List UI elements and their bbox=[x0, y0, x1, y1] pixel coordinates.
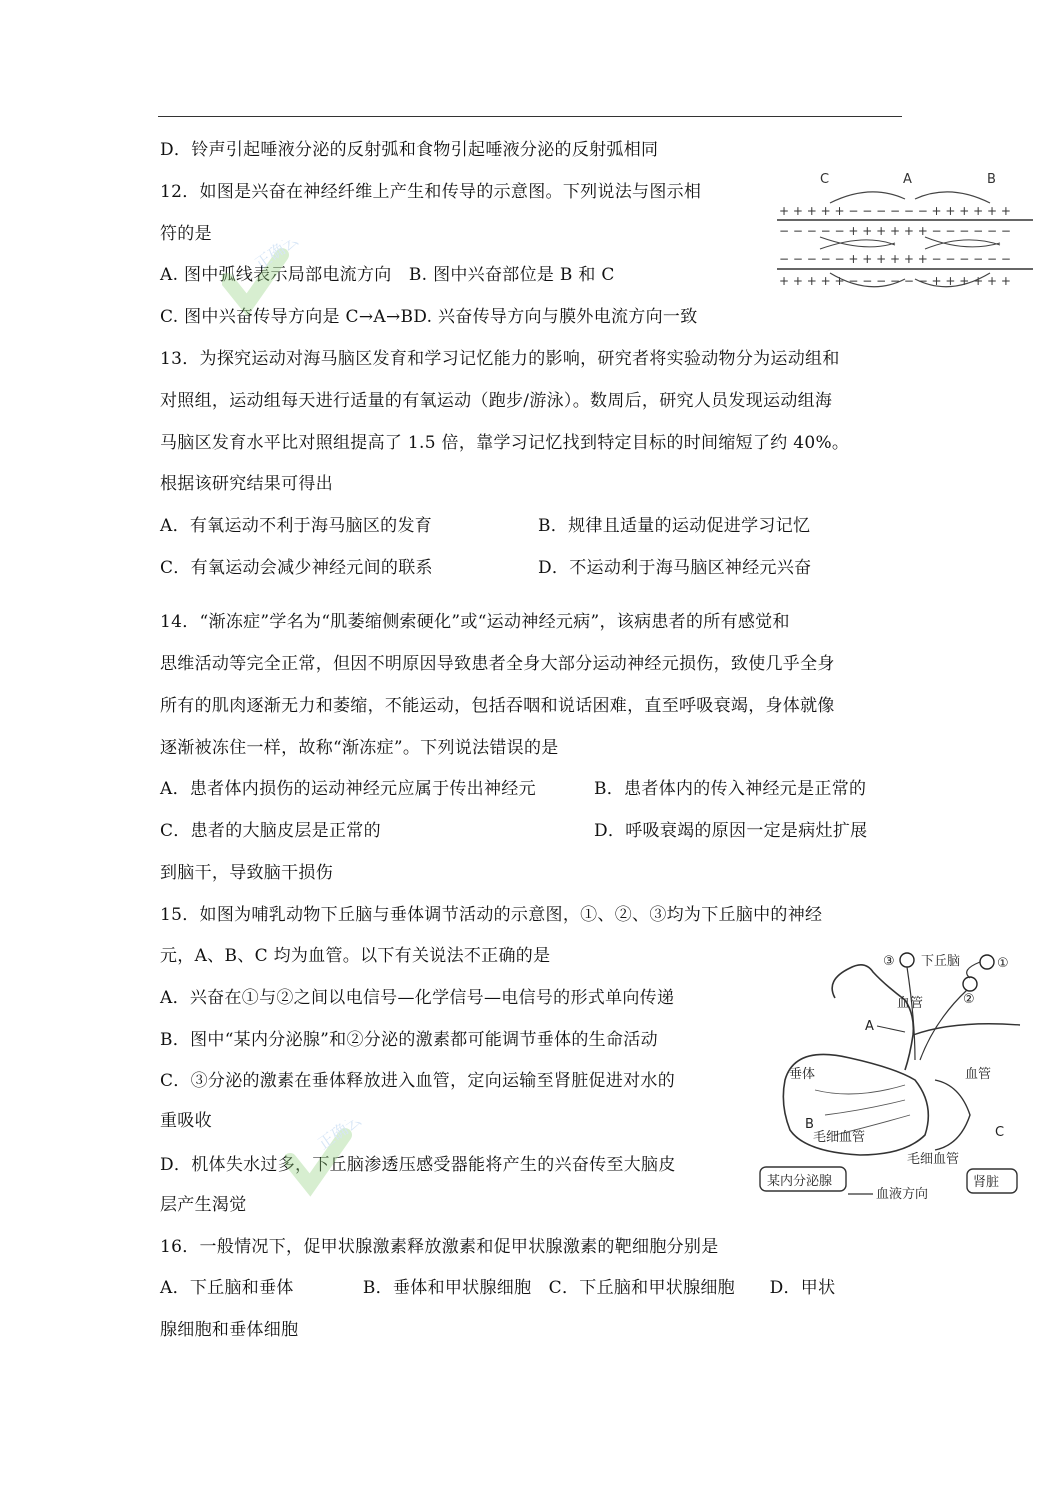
fig15-pituitary: 垂体 bbox=[789, 1067, 816, 1082]
q15-option-c: C．③分泌的激素在垂体释放进入血管，定向运输至肾脏促进对水的 bbox=[160, 1071, 676, 1091]
q14-option-b: B．患者体内的传入神经元是正常的 bbox=[594, 779, 867, 799]
posterior-lobe bbox=[935, 1080, 970, 1150]
q14-stem-line2: 思维活动等完全正常，但因不明原因导致患者全身大部分运动神经元损伤，致使几乎全身 bbox=[160, 654, 835, 674]
fig15-n3: ③ bbox=[883, 954, 895, 969]
q15-option-a: A．兴奋在①与②之间以电信号—化学信号—电信号的形式单向传递 bbox=[160, 988, 675, 1008]
axon-tracts bbox=[907, 962, 980, 1060]
brain-outline bbox=[832, 965, 913, 1070]
q14-option-a: A．患者体内损伤的运动神经元应属于传出神经元 bbox=[160, 779, 536, 799]
q14-option-d: D．呼吸衰竭的原因一定是病灶扩展 bbox=[594, 821, 868, 841]
watermark-check-icon bbox=[222, 240, 317, 320]
q13-option-c: C．有氧运动会减少神经元间的联系 bbox=[160, 558, 433, 578]
current-arc-top-right bbox=[915, 192, 990, 203]
hypothalamus-pituitary-figure bbox=[755, 940, 1040, 1210]
fig15-a-pointer bbox=[877, 1026, 905, 1032]
neuron-1-icon bbox=[980, 955, 994, 969]
q13-option-b: B．规律且适量的运动促进学习记忆 bbox=[538, 516, 811, 536]
fig12-row3: − − − − − + + + + + + − − − − − − bbox=[779, 252, 1011, 266]
fig12-row1: + + + + + − − − − − − + + + + + + bbox=[779, 204, 1011, 218]
q14-option-c: C．患者的大脑皮层是正常的 bbox=[160, 821, 381, 841]
fig12-row2: − − − − − + + + + + + − − − − − − bbox=[779, 224, 1011, 238]
q12-options-cd: C. 图中兴奋传导方向是 C→A→BD. 兴奋传导方向与膜外电流方向一致 bbox=[160, 307, 698, 327]
neuron-3-icon bbox=[900, 953, 914, 967]
q16-option-d-cont: 腺细胞和垂体细胞 bbox=[160, 1320, 299, 1340]
q13-stem-line1: 13．为探究运动对海马脑区发育和学习记忆能力的影响，研究者将实验动物分为运动组和 bbox=[160, 349, 840, 369]
fig15-label-c: C bbox=[995, 1125, 1005, 1140]
q13-stem-line3: 马脑区发育水平比对照组提高了 1.5 倍，靠学习记忆找到特定目标的时间缩短了约 40%。 bbox=[160, 433, 850, 453]
current-cross-left bbox=[820, 237, 895, 249]
fig15-n2: ② bbox=[963, 992, 975, 1007]
q11-option-d: D．铃声引起唾液分泌的反射弧和食物引起唾液分泌的反射弧相同 bbox=[160, 140, 659, 160]
q15-option-b: B．图中“某内分泌腺”和②分泌的激素都可能调节垂体的生命活动 bbox=[160, 1030, 658, 1050]
q15-option-d-cont: 层产生渴觉 bbox=[160, 1195, 247, 1215]
header-rule bbox=[158, 116, 902, 117]
fig15-vessel-top: 血管 bbox=[897, 996, 924, 1011]
q16-options: A．下丘脑和垂体 B．垂体和甲状腺细胞 C．下丘脑和甲状腺细胞 D．甲状 bbox=[160, 1278, 836, 1298]
q13-stem-line4: 根据该研究结果可得出 bbox=[160, 474, 333, 494]
q14-stem-line4: 逐渐被冻住一样，故称“渐冻症”。下列说法错误的是 bbox=[160, 738, 559, 758]
fig15-kidney: 肾脏 bbox=[973, 1175, 1000, 1190]
nerve-fiber-figure bbox=[775, 165, 1040, 295]
fig15-vessel-right: 血管 bbox=[965, 1067, 992, 1082]
fig12-row4: + + + + + − − − − − − + + + + + + bbox=[779, 274, 1011, 288]
watermark-text-top: 正确云 bbox=[251, 240, 302, 274]
watermark-logo-bottom bbox=[285, 1120, 380, 1204]
watermark-text-bottom: 正确云 bbox=[314, 1120, 365, 1154]
neuron-2-icon bbox=[963, 977, 977, 991]
fig15-capillary1: 毛细血管 bbox=[813, 1130, 866, 1145]
q15-stem-line2: 元，A、B、C 均为血管。以下有关说法不正确的是 bbox=[160, 946, 551, 966]
fig15-hypothalamus: 下丘脑 bbox=[921, 954, 961, 969]
q15-stem-line1: 15．如图为哺乳动物下丘脑与垂体调节活动的示意图，①、②、③均为下丘脑中的神经 bbox=[160, 905, 823, 925]
fig12-label-c: C bbox=[820, 172, 830, 187]
q15-option-d: D．机体失水过多，下丘脑渗透压感受器能将产生的兴奋传至大脑皮 bbox=[160, 1155, 676, 1175]
fig12-label-b: B bbox=[987, 172, 996, 187]
q13-option-d: D．不运动利于海马脑区神经元兴奋 bbox=[538, 558, 812, 578]
fig15-blood-flow: 血液方向 bbox=[876, 1187, 929, 1202]
watermark-check-icon bbox=[285, 1120, 380, 1200]
fig15-gland: 某内分泌腺 bbox=[767, 1174, 833, 1189]
q12-stem-line1: 12．如图是兴奋在神经纤维上产生和传导的示意图。下列说法与图示相 bbox=[160, 182, 702, 202]
q14-stem-line3: 所有的肌肉逐渐无力和萎缩，不能运动，包括吞咽和说话困难，直至呼吸衰竭，身体就像 bbox=[160, 696, 835, 716]
fig15-n1: ① bbox=[997, 956, 1009, 971]
fig15-label-a: A bbox=[865, 1019, 874, 1034]
pituitary-vessels bbox=[815, 1085, 910, 1135]
brain-base-line bbox=[913, 1024, 1020, 1035]
fig15-label-b: B bbox=[805, 1117, 814, 1132]
q13-option-a: A．有氧运动不利于海马脑区的发育 bbox=[160, 516, 433, 536]
q14-option-d-cont: 到脑干，导致脑干损伤 bbox=[160, 863, 333, 883]
fig15-capillary2: 毛细血管 bbox=[907, 1152, 960, 1167]
current-cross-right bbox=[925, 237, 1000, 249]
current-arc-top-left bbox=[830, 192, 905, 203]
q15-option-c-cont: 重吸收 bbox=[160, 1111, 212, 1131]
q13-stem-line2: 对照组，运动组每天进行适量的有氧运动（跑步/游泳）。数周后，研究人员发现运动组海 bbox=[160, 391, 833, 411]
fig12-label-a: A bbox=[903, 172, 912, 187]
watermark-logo-top bbox=[222, 240, 317, 324]
q12-stem-line2: 符的是 bbox=[160, 224, 212, 244]
q12-options-ab: A. 图中弧线表示局部电流方向 B. 图中兴奋部位是 B 和 C bbox=[160, 265, 615, 285]
q14-stem-line1: 14．“渐冻症”学名为“肌萎缩侧索硬化”或“运动神经元病”，该病患者的所有感觉和 bbox=[160, 612, 790, 632]
q16-stem: 16．一般情况下，促甲状腺激素释放激素和促甲状腺激素的靶细胞分别是 bbox=[160, 1237, 719, 1257]
